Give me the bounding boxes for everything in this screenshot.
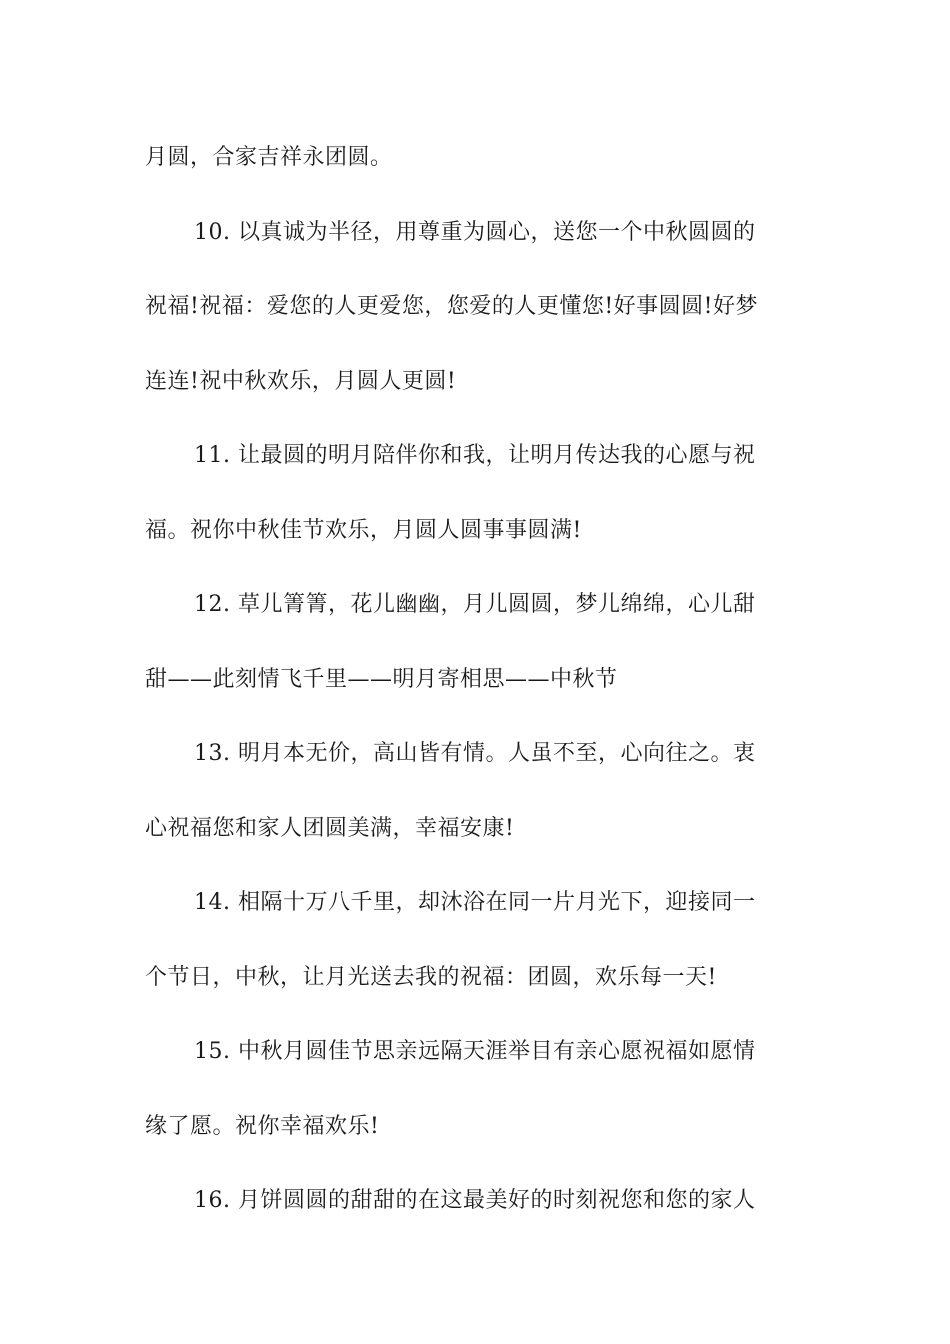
text-line: 个节日，中秋，让月光送去我的祝福：团圆，欢乐每一天! <box>145 964 717 990</box>
text-line: 12. 草儿箐箐，花儿幽幽，月儿圆圆，梦儿绵绵，心儿甜 <box>194 592 756 617</box>
text-line: 15. 中秋月圆佳节思亲远隔天涯举目有亲心愿祝福如愿情 <box>194 1039 756 1064</box>
text-line: 甜——此刻情飞千里——明月寄相思——中秋节 <box>145 666 618 692</box>
text-line: 月圆，合家吉祥永团圆。 <box>145 145 393 170</box>
text-line: 10. 以真诚为半径，用尊重为圆心，送您一个中秋圆圆的 <box>194 219 756 245</box>
text-line: 13. 明月本无价，高山皆有情。人虽不至，心向往之。衷 <box>194 741 756 766</box>
text-line: 11. 让最圆的明月陪伴你和我，让明月传达我的心愿与祝 <box>194 443 756 468</box>
text-line: 16. 月饼圆圆的甜甜的在这最美好的时刻祝您和您的家人 <box>194 1188 756 1213</box>
text-line: 14. 相隔十万八千里，却沐浴在同一片月光下，迎接同一 <box>194 890 756 915</box>
text-line: 祝福!祝福：爱您的人更爱您，您爱的人更懂您!好事圆圆!好梦 <box>145 294 759 319</box>
text-line: 缘了愿。祝你幸福欢乐! <box>145 1113 380 1139</box>
document-body <box>145 121 805 1239</box>
text-line: 心祝福您和家人团圆美满，幸福安康! <box>145 815 515 841</box>
text-line: 连连!祝中秋欢乐，月圆人更圆! <box>145 368 457 394</box>
text-line: 福。祝你中秋佳节欢乐，月圆人圆事事圆满! <box>145 517 582 543</box>
